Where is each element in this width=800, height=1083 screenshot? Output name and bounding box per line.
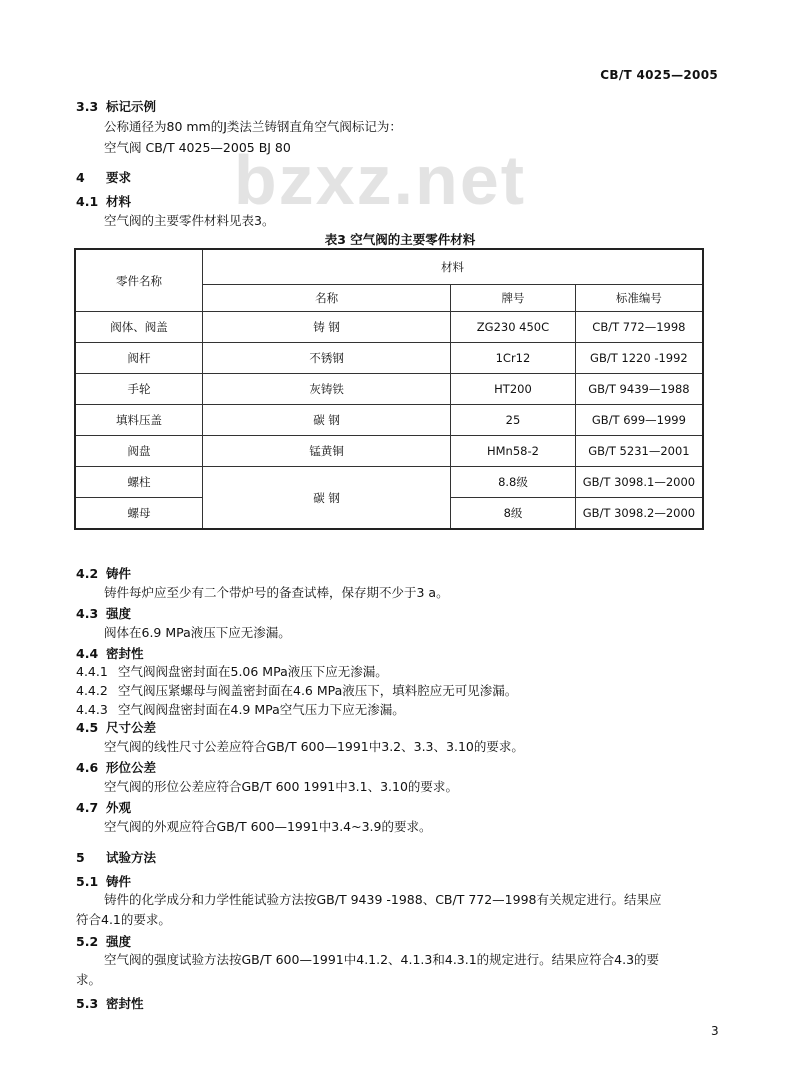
section-5-heading: 5 试验方法 [76,850,157,865]
cell-standard: GB/T 9439—1988 [575,374,703,405]
table-row [75,374,703,405]
section-4-6-heading: 4.6 形位公差 [76,760,157,775]
cell-name: 碳 钢 [203,405,451,436]
section-4-2-text: 铸件每炉应至少有二个带炉号的备查试棒，保存期不少于3 a。 [104,585,449,600]
header-standard: 标准编号 [575,285,703,312]
cell-name: 碳 钢 [203,467,451,530]
section-5-1-text: 铸件的化学成分和力学性能试验方法按GB/T 9439 -1988、CB/T 772—1998有关规定进行。结果应 [104,892,662,907]
page-number: 3 [711,1024,719,1038]
section-4-7-text: 空气阀的外观应符合GB/T 600—1991中3.4~3.9的要求。 [104,819,432,834]
section-4-heading: 4 要求 [76,170,132,185]
header-grade: 牌号 [451,285,576,312]
cell-grade: ZG230 450C [451,312,576,343]
section-5-2-text-cont: 求。 [76,972,102,987]
section-5-1-heading: 5.1 铸件 [76,874,132,889]
cell-name: 铸 钢 [203,312,451,343]
clause-4-4-3: 4.4.3 空气阀阀盘密封面在4.9 MPa空气压力下应无渗漏。 [76,702,405,717]
cell-part: 手轮 [75,374,203,405]
cell-standard: GB/T 3098.2—2000 [575,498,703,530]
section-4-3-heading: 4.3 强度 [76,606,132,621]
section-5-3-heading: 5.3 密封性 [76,996,144,1011]
table-row [75,343,703,374]
table-caption: 表3 空气阀的主要零件材料 [324,232,476,247]
standard-code: CB/T 4025—2005 [600,68,718,82]
cell-part: 螺柱 [75,467,203,498]
materials-table [74,248,704,530]
table-row [75,405,703,436]
watermark: bzxz.net [233,141,527,219]
cell-name: 不锈钢 [203,343,451,374]
cell-standard: GB/T 3098.1—2000 [575,467,703,498]
cell-grade: HT200 [451,374,576,405]
cell-name: 锰黄铜 [203,436,451,467]
section-5-1-text-cont: 符合4.1的要求。 [76,912,171,927]
cell-name: 灰铸铁 [203,374,451,405]
table-row [75,436,703,467]
cell-part: 螺母 [75,498,203,530]
section-4-7-heading: 4.7 外观 [76,800,132,815]
section-4-4-heading: 4.4 密封性 [76,646,144,661]
cell-grade: HMn58-2 [451,436,576,467]
section-4-5-text: 空气阀的线性尺寸公差应符合GB/T 600—1991中3.2、3.3、3.10的要求。 [104,739,524,754]
cell-part: 填料压盖 [75,405,203,436]
cell-grade: 8级 [451,498,576,530]
cell-grade: 8.8级 [451,467,576,498]
clause-4-4-1: 4.4.1 空气阀阀盘密封面在5.06 MPa液压下应无渗漏。 [76,664,388,679]
section-5-2-text: 空气阀的强度试验方法按GB/T 600—1991中4.1.2、4.1.3和4.3.1的规定进行。结果应符合4.3的要 [104,952,660,967]
header-part-name: 零件名称 [75,249,203,312]
cell-grade: 1Cr12 [451,343,576,374]
section-3-3-text: 公称通径为80 mm的J类法兰铸钢直角空气阀标记为： [104,119,402,134]
cell-standard: GB/T 699—1999 [575,405,703,436]
header-material: 材料 [203,249,703,285]
marking-example: 空气阀 CB/T 4025—2005 BJ 80 [104,140,291,155]
cell-part: 阀盘 [75,436,203,467]
section-4-3-text: 阀体在6.9 MPa液压下应无渗漏。 [104,625,291,640]
clause-4-4-2: 4.4.2 空气阀压紧螺母与阀盖密封面在4.6 MPa液压下，填料腔应无可见渗漏。 [76,683,518,698]
header-name: 名称 [203,285,451,312]
cell-standard: GB/T 1220 -1992 [575,343,703,374]
section-3-3-heading: 3.3 标记示例 [76,99,157,114]
section-4-1-heading: 4.1 材料 [76,194,132,209]
section-4-1-text: 空气阀的主要零件材料见表3。 [104,213,275,228]
table-row [75,467,703,498]
cell-standard: CB/T 772—1998 [575,312,703,343]
section-5-2-heading: 5.2 强度 [76,934,132,949]
cell-standard: GB/T 5231—2001 [575,436,703,467]
section-4-6-text: 空气阀的形位公差应符合GB/T 600 1991中3.1、3.10的要求。 [104,779,458,794]
cell-part: 阀体、阀盖 [75,312,203,343]
cell-grade: 25 [451,405,576,436]
section-4-5-heading: 4.5 尺寸公差 [76,720,157,735]
table-row [75,312,703,343]
section-4-2-heading: 4.2 铸件 [76,566,132,581]
cell-part: 阀杆 [75,343,203,374]
